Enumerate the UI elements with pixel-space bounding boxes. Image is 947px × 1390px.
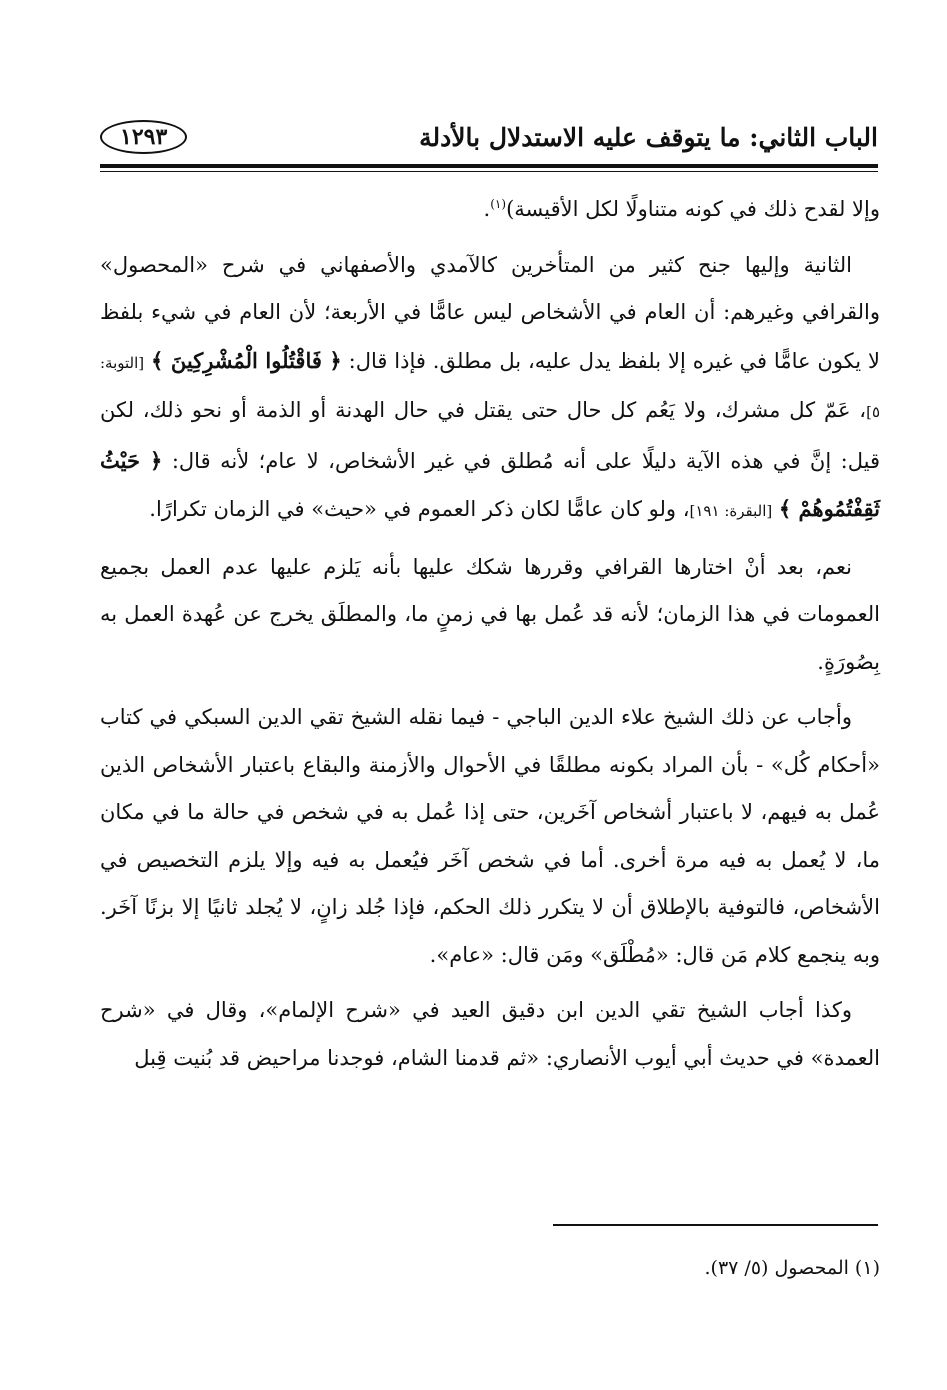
paragraph-5: وكذا أجاب الشيخ تقي الدين ابن دقيق العيد في «شرح الإلمام»، وقال في «شرح العمدة» في حديث أبي أيوب الأنصاري: «ثم قدمنا الشام، فوجدنا مراحيض قد بُنيت قِبل	[100, 998, 880, 1070]
footnote-1: (١) المحصول (٥/ ٣٧).	[704, 1257, 880, 1279]
paragraph-2	[100, 242, 880, 536]
page-number: ١٢٩٣	[100, 120, 187, 154]
footnote-separator	[553, 1224, 878, 1226]
verse-reference-2: [البقرة: ١٩١]	[689, 502, 773, 520]
paragraph-4: وأجاب عن ذلك الشيخ علاء الدين الباجي - فيما نقله الشيخ تقي الدين السبكي في كتاب «أحكام كُل» - بأن المراد بكونه مطلقًا في الأحوال والأزمنة والبقاع باعتبار الأشخاص الذين عُمل به فيهم، لا باعتبار أشخاص آخَرين، حتى إذا عُمل به في شخص في حالة ما في مكان ما، لا يُعمل به فيه مرة أخرى. أما في شخص آخَر فيُعمل به فيه وإلا يلزم التخصيص في الأشخاص، فالتوفية بالإطلاق أن لا يتكرر ذلك الحكم، فإذا جُلد زانٍ، لا يُجلد ثانيًا إلا بزنًا آخَر. وبه ينجمع كلام مَن قال: «مُطْلَق» ومَن قال: «عام».	[100, 705, 880, 967]
paragraph-3: نعم، بعد أنْ اختارها القرافي وقررها شكك عليها بأنه يَلزم عليها عدم العمل بجميع العمومات في هذا الزمان؛ لأنه قد عُمل بها في زمنٍ ما، والمطلَق يخرج عن عُهدة العمل به بِصُورَةٍ.	[100, 554, 880, 674]
quran-verse-2: ﴿ حَيْثُ ثَقِفْتُمُوهُمْ ﴾	[100, 447, 880, 521]
paragraph-1	[100, 186, 880, 234]
paragraph-2-part-c: ، ولو كان عامًّا لكان ذكر العموم في «حيث» في الزمان تكرارًا.	[149, 497, 690, 521]
running-header	[100, 114, 878, 160]
quran-verse-1: ﴿ فَاقْتُلُوا الْمُشْرِكِينَ ﴾	[151, 347, 342, 373]
header-rule-thick	[100, 164, 878, 168]
verse-reference-1: [التوبة: ٥]	[100, 353, 880, 421]
footnote-marker: (١)	[490, 197, 507, 211]
paragraph-2-part-a: الثانية وإليها جنح كثير من المتأخرين كالآمدي والأصفهاني في شرح «المحصول» والقرافي وغيرهم: أن العام في الأشخاص ليس عامًّا في الأربعة؛ لأن العام في شيء بلفظ لا يكون عامًّا في غيره إلا بلفظ يدل عليه، بل مطلق. فإذا قال:	[100, 252, 880, 373]
header-rule-thin	[100, 171, 878, 172]
paragraph-1-end: .	[483, 197, 491, 221]
main-text	[100, 186, 880, 1090]
chapter-title: الباب الثاني: ما يتوقف عليه الاستدلال بالأدلة	[419, 122, 878, 152]
paragraph-1-text: وإلا لقدح ذلك في كونه متناولًا لكل الأقيسة)	[506, 197, 880, 221]
paragraph-2-part-b: ، عَمّ كل مشرك، ولا يَعُم كل حال حتى يقتل في حال الهدنة أو الذمة أو نحو ذلك، لكن قيل: إنَّ في هذه الآية دليلًا على أنه مُطلق في غير الأشخاص، لا عام؛ لأنه قال:	[100, 398, 880, 473]
